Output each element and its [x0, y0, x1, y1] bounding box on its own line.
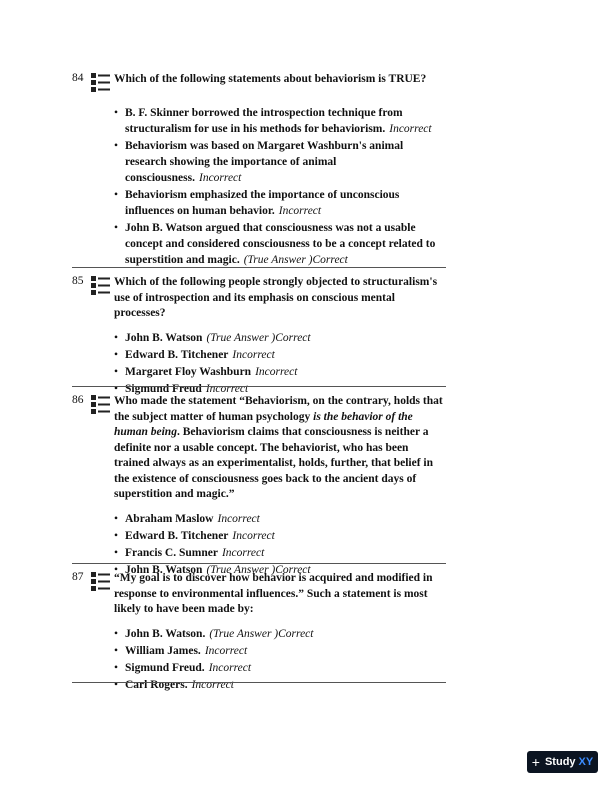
answer-option: [114, 330, 446, 346]
answer-option: [114, 660, 446, 676]
answer-verdict: Incorrect: [217, 512, 260, 525]
answer-text: Sigmund Freud: [125, 382, 202, 395]
answer-option: [114, 677, 446, 693]
bullet: •: [114, 529, 119, 542]
question-text: Which of the following statements about behaviorism is TRUE?: [114, 73, 427, 85]
answer-verdict: Incorrect: [191, 678, 234, 691]
divider: [72, 386, 446, 387]
answer-option: [114, 511, 446, 527]
question-84: [72, 72, 446, 269]
answer-verdict: Incorrect: [389, 122, 432, 135]
bullet: •: [114, 678, 119, 691]
answer-verdict: Incorrect: [232, 529, 275, 542]
answer-verdict: (True Answer )Correct: [243, 253, 348, 266]
answer-text: Margaret Floy Washburn: [125, 365, 252, 378]
answer-text: Behaviorism emphasized the importance of unconscious influences on human behavior.: [125, 188, 400, 217]
answer-text: John B. Watson: [125, 331, 203, 344]
answer-text: B. F. Skinner borrowed the introspection technique from structuralism for use in his methods for behaviorism.: [125, 106, 403, 135]
question-number: 84: [72, 72, 84, 84]
bullet: •: [114, 512, 119, 525]
answer-text: William James.: [125, 644, 201, 657]
answer-verdict: Incorrect: [204, 644, 248, 657]
answer-text: John B. Watson.: [125, 627, 206, 640]
question-list-icon: [90, 275, 112, 297]
answer-verdict: Incorrect: [278, 204, 322, 217]
question-text-part: Who made the statement “Behaviorism, on the contrary, holds that the subject matter of human psychology: [114, 395, 443, 423]
answer-text: Carl Rogers.: [125, 678, 188, 691]
answer-option: [114, 626, 446, 642]
answer-text: Sigmund Freud.: [125, 661, 205, 674]
divider: [72, 267, 446, 268]
question-list-icon: [90, 72, 112, 94]
bullet: •: [114, 331, 119, 344]
answer-text: Francis C. Sumner: [125, 546, 218, 559]
bullet: •: [114, 188, 119, 201]
answer-option: [114, 545, 446, 561]
answer-verdict: Incorrect: [198, 171, 242, 184]
answer-text: John B. Watson: [125, 563, 203, 576]
question-text: Which of the following people strongly objected to structuralism's use of introspection and its emphasis on conscious mental processes?: [114, 276, 438, 319]
question-87: [72, 571, 446, 694]
answer-text: Abraham Maslow: [125, 512, 214, 525]
question-text-part: . Behaviorism claims that consciousness is neither a definite nor a usable concept. The behaviorist, who has been trained always as an experimentalist, holds, further, that belief in the existence of consciousness goes back to the ancient days of superstition and magic.”: [114, 426, 434, 500]
bullet: •: [114, 563, 119, 576]
answer-option: [114, 364, 446, 380]
answer-text: John B. Watson argued that consciousness was not a usable concept and considered consciousness to be a concept related to superstition and magic.: [125, 221, 436, 266]
studyxy-badge[interactable]: [527, 751, 598, 773]
question-85: [72, 275, 446, 398]
answer-list: [114, 511, 446, 578]
plus-icon: +: [531, 754, 540, 770]
brand-suffix: XY: [578, 756, 594, 768]
bullet: •: [114, 661, 119, 674]
brand-prefix: Study: [544, 756, 576, 768]
bullet: •: [114, 365, 119, 378]
answer-option: [114, 187, 446, 219]
answer-verdict: (True Answer )Correct: [206, 563, 311, 576]
answer-verdict: Incorrect: [208, 661, 252, 674]
question-86: [72, 394, 446, 579]
answer-text: Edward B. Titchener: [125, 529, 229, 542]
bullet: •: [114, 221, 119, 234]
answer-verdict: Incorrect: [232, 348, 275, 361]
divider: [72, 563, 446, 564]
bullet: •: [114, 627, 119, 640]
bullet: •: [114, 382, 119, 395]
answer-option: [114, 643, 446, 659]
question-text: [114, 394, 446, 503]
answer-list: [114, 105, 446, 268]
question-text-emphasis: is the behavior of the human being: [114, 410, 413, 438]
question-number: 87: [72, 571, 84, 583]
answer-verdict: Incorrect: [205, 382, 249, 395]
bullet: •: [114, 139, 119, 152]
answer-verdict: Incorrect: [255, 365, 298, 378]
question-list-icon: [90, 571, 112, 593]
question-list-icon: [90, 394, 112, 416]
question-text: “My goal is to discover how behavior is acquired and modified in response to environmental influences.” Such a statement is most likely to have been made by:: [114, 572, 433, 615]
answer-option: [114, 138, 446, 186]
bullet: •: [114, 348, 119, 361]
answer-option: [114, 528, 446, 544]
bullet: •: [114, 546, 119, 559]
bullet: •: [114, 644, 119, 657]
answer-text: Edward B. Titchener: [125, 348, 229, 361]
answer-text: Behaviorism was based on Margaret Washburn's animal research showing the importance of animal consciousness.: [125, 139, 404, 184]
answer-option: [114, 347, 446, 363]
answer-verdict: Incorrect: [221, 546, 265, 559]
divider: [72, 682, 446, 683]
answer-option: [114, 105, 446, 137]
question-number: 86: [72, 394, 84, 406]
answer-verdict: (True Answer )Correct: [209, 627, 314, 640]
bullet: •: [114, 106, 119, 119]
question-number: 85: [72, 275, 84, 287]
answer-option: [114, 220, 446, 268]
answer-verdict: (True Answer )Correct: [206, 331, 311, 344]
